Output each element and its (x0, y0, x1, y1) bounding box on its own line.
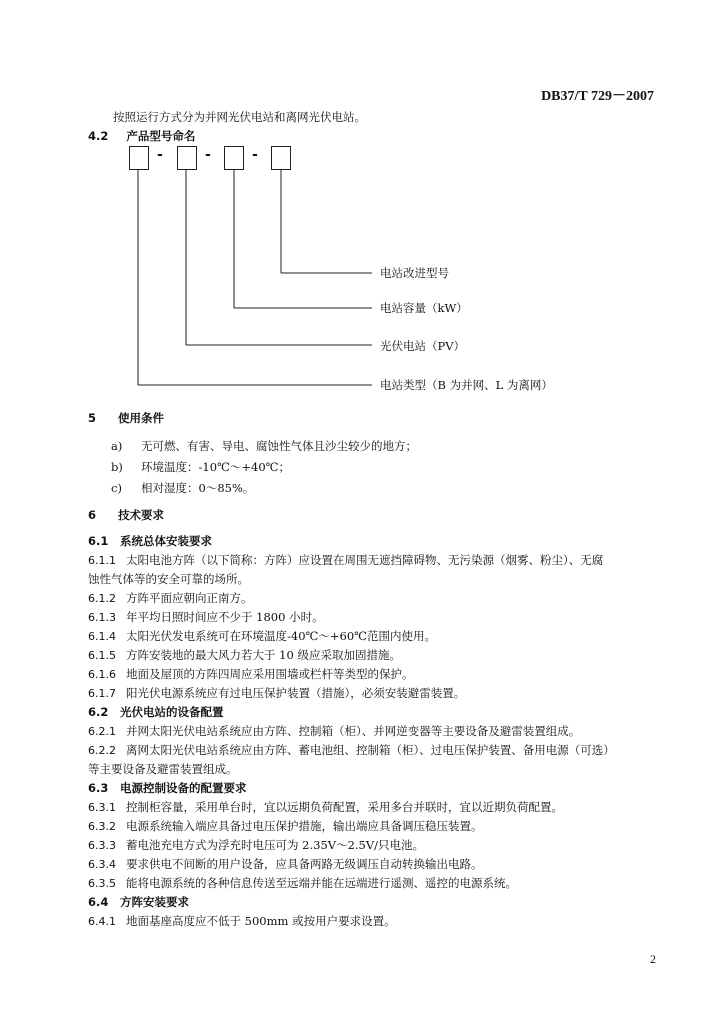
subsection-heading: 6.4 方阵安装要求 (88, 895, 189, 909)
label-capacity: 电站容量（kW） (380, 301, 468, 315)
clause: 6.2.2 离网太阳光伏电站系统应由方阵、蓄电池组、控制箱（柜）、过电压保护装置、备用电源（可选） (88, 743, 615, 757)
dash-separator: - (205, 147, 211, 163)
section-title: 技术要求 (118, 508, 165, 522)
list-item: b) 环境温度：-10℃～+40℃； (111, 460, 291, 474)
clause: 6.3.3 蓄电池充电方式为浮充时电压可为 2.35V～2.5V/只电池。 (88, 838, 425, 852)
section-6-body (88, 532, 648, 931)
section-5-heading (88, 410, 164, 426)
clause: 6.2.1 并网太阳光伏电站系统应由方阵、控制箱（柜）、并网逆变器等主要设备及避雷装置组成。 (88, 724, 581, 738)
section-6-heading (88, 507, 164, 523)
label-pv: 光伏电站（PV） (380, 339, 466, 353)
label-type: 电站类型（B 为并网、L 为离网） (380, 378, 553, 392)
section-number: 6 (88, 508, 97, 522)
section-number: 5 (88, 411, 97, 425)
list-item: c) 相对湿度：0～85%。 (111, 481, 255, 495)
naming-connector-lines (0, 0, 724, 420)
clause: 6.1.5 方阵安装地的最大风力若大于 10 级应采取加固措施。 (88, 648, 401, 662)
dash-separator: - (157, 147, 163, 163)
clause: 6.4.1 地面基座高度应不低于 500mm 或按用户要求设置。 (88, 914, 396, 928)
subsection-heading: 6.2 光伏电站的设备配置 (88, 705, 224, 719)
clause-continuation: 蚀性气体等的安全可靠的场所。 (88, 572, 249, 586)
standard-number: DB37/T 729－2007 (541, 89, 654, 104)
page-number: 2 (650, 952, 656, 966)
label-revision: 电站改进型号 (380, 266, 449, 280)
dash-separator: - (252, 147, 258, 163)
subsection-heading: 6.1 系统总体安装要求 (88, 534, 212, 548)
clause: 6.1.3 年平均日照时间应不少于 1800 小时。 (88, 610, 324, 624)
list-item: a) 无可燃、有害、导电、腐蚀性气体且沙尘较少的地方； (111, 439, 417, 453)
clause: 6.1.6 地面及屋顶的方阵四周应采用围墙或栏杆等类型的保护。 (88, 667, 414, 681)
subsection-heading: 6.3 电源控制设备的配置要求 (88, 781, 247, 795)
clause: 6.1.2 方阵平面应朝向正南方。 (88, 591, 253, 605)
clause: 6.1.1 太阳电池方阵（以下简称：方阵）应设置在周围无遮挡障碍物、无污染源（烟雾、粉尘）、无腐 (88, 553, 604, 567)
clause: 6.1.4 太阳光伏发电系统可在环境温度-40℃～+60℃范围内使用。 (88, 629, 437, 643)
clause: 6.3.2 电源系统输入端应具备过电压保护措施，输出端应具备调压稳压装置。 (88, 819, 483, 833)
clause: 6.3.1 控制柜容量，采用单台时，宜以远期负荷配置，采用多台并联时，宜以近期负荷配置。 (88, 800, 563, 814)
clause-continuation: 等主要设备及避雷装置组成。 (88, 762, 238, 776)
clause: 6.3.4 要求供电不间断的用户设备，应具备两路无级调压自动转换输出电路。 (88, 857, 483, 871)
section-title: 使用条件 (118, 411, 165, 425)
condition-list (111, 437, 417, 500)
section-number: 4.2 (88, 129, 109, 143)
clause: 6.1.7 阳光伏电源系统应有过电压保护装置（措施），必须安装避雷装置。 (88, 686, 466, 700)
intro-text: 按照运行方式分为并网光伏电站和离网光伏电站。 (113, 110, 366, 124)
section-title: 产品型号命名 (126, 129, 196, 143)
clause: 6.3.5 能将电源系统的各种信息传送至远端并能在远端进行遥测、遥控的电源系统。 (88, 876, 517, 890)
